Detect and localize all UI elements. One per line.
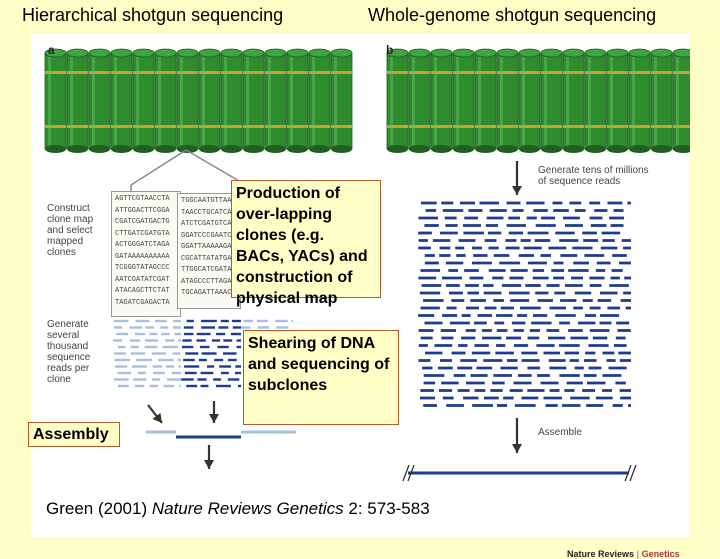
book-top (563, 49, 584, 57)
production-callout: Production of over-lapping clones (e.g. BACs, YACs) and construction of physical map (231, 180, 381, 298)
sequence-line: CGCATTATATGA (181, 254, 232, 263)
book-top (431, 49, 452, 57)
book-top (409, 49, 430, 57)
book-top (519, 49, 540, 57)
book-bottom (497, 145, 518, 153)
sequence-line: GATAAAAAAAAAA (115, 252, 170, 261)
book-top (673, 49, 690, 57)
generate-tens-of-millions-label: Generate tens of millions of sequence reads (538, 165, 649, 187)
chromosome-library-a (45, 49, 352, 153)
sequence-line: ACTGGGATCTAGA (115, 241, 170, 249)
book-top (541, 49, 562, 57)
sequence-block-1 (111, 191, 181, 317)
book-top (629, 49, 650, 57)
book-bottom (199, 145, 220, 153)
book-top (497, 49, 518, 57)
book-bottom (177, 145, 198, 153)
book-bottom (519, 145, 540, 153)
book-bottom (287, 145, 308, 153)
book-bottom (607, 145, 628, 153)
book-bottom (453, 145, 474, 153)
book-top (475, 49, 496, 57)
book-top (585, 49, 606, 57)
book-bottom (89, 145, 110, 153)
book-highlight (202, 57, 205, 145)
arrow-head (512, 186, 522, 195)
book-bottom (331, 145, 352, 153)
book-bottom (409, 145, 430, 153)
assemble-label: Assemble (538, 427, 582, 438)
shearing-callout: Shearing of DNA and sequencing of subclones (243, 330, 399, 425)
book-bottom (111, 145, 132, 153)
sequence-line: AATCGATATCGAT (115, 275, 170, 284)
journal-tag: Nature Reviews | Genetics (567, 549, 680, 559)
sequence-line: CGATCGATGACTG (115, 218, 170, 226)
arrow-head (512, 444, 522, 453)
bracket-lines (131, 150, 246, 191)
book-highlight (412, 57, 415, 145)
citation: Green (2001) Nature Reviews Genetics 2: 573-583 (46, 499, 430, 518)
book-highlight (610, 57, 613, 145)
sequence-line: GGATCCCGAATC (181, 231, 232, 240)
book-highlight (290, 57, 293, 145)
book-bottom (155, 145, 176, 153)
book-highlight (654, 57, 657, 145)
book-top (607, 49, 628, 57)
book-highlight (334, 57, 337, 145)
construct-clone-map-label: Construct clone map and select mapped clones (47, 203, 94, 258)
panel-letter-a: a (48, 43, 55, 57)
book-bottom (475, 145, 496, 153)
book-bottom (387, 145, 408, 153)
book-bottom (45, 145, 66, 153)
left-heading: Hierarchical shotgun sequencing (22, 5, 284, 25)
book-bottom (67, 145, 88, 153)
book-top (243, 49, 264, 57)
right-sequence-reads (418, 203, 631, 406)
book-bottom (431, 145, 452, 153)
book-highlight (478, 57, 481, 145)
book-highlight (268, 57, 271, 145)
sequence-line: ATAGCCCTTAGA (181, 277, 232, 286)
sequence-line: CTTGATCGATGTA (115, 229, 170, 238)
book-bottom (133, 145, 154, 153)
book-highlight (588, 57, 591, 145)
book-bottom (221, 145, 242, 153)
book-top (155, 49, 176, 57)
sequence-line: TGCAGATTAAAC (181, 289, 232, 297)
book-bottom (563, 145, 584, 153)
sequence-line: TAGATCGAGACTA (115, 298, 170, 307)
book-highlight (48, 57, 51, 145)
book-highlight (676, 57, 679, 145)
sequence-line: AGTTCGTAACCTA (115, 195, 170, 203)
book-top (177, 49, 198, 57)
arrow-head (209, 414, 219, 423)
panel-letter-b: b (386, 43, 394, 57)
book-top (89, 49, 110, 57)
book-highlight (70, 57, 73, 145)
book-highlight (456, 57, 459, 145)
book-spine (673, 53, 690, 149)
book-top (67, 49, 88, 57)
sequence-line: ATACAGCTTCTAT (115, 287, 170, 295)
book-bottom (541, 145, 562, 153)
book-bottom (585, 145, 606, 153)
sequence-line: TCGGGTATAGCCC (115, 264, 170, 272)
arrow-head (204, 460, 214, 469)
book-highlight (312, 57, 315, 145)
book-bottom (651, 145, 672, 153)
book-band (673, 71, 690, 74)
book-highlight (500, 57, 503, 145)
book-top (453, 49, 474, 57)
book-highlight (390, 57, 393, 145)
sequence-line: ATCTCGATGTCA (181, 220, 232, 228)
book-highlight (136, 57, 139, 145)
book-top (287, 49, 308, 57)
sequence-line: TGGCAATGTTAA (181, 197, 232, 205)
generate-reads-per-clone-label: Generate several thousand sequence reads per clone (47, 319, 91, 385)
book-bottom (629, 145, 650, 153)
book-top (331, 49, 352, 57)
book-band (673, 125, 690, 128)
book-highlight (566, 57, 569, 145)
book-top (199, 49, 220, 57)
book-top (309, 49, 330, 57)
book-highlight (224, 57, 227, 145)
book-bottom (265, 145, 286, 153)
sequence-line: TAACCTGCATCA (181, 208, 232, 217)
book-top (265, 49, 286, 57)
book-bottom (309, 145, 330, 153)
book-highlight (522, 57, 525, 145)
book-highlight (434, 57, 437, 145)
sequence-line: GGATTAAAAAGA (181, 243, 232, 251)
sequence-line: TTGGCATCGATA (181, 266, 232, 274)
book-top (133, 49, 154, 57)
book-highlight (246, 57, 249, 145)
book-highlight (180, 57, 183, 145)
book-top (111, 49, 132, 57)
book-highlight (114, 57, 117, 145)
sequence-line: ATTGGACTTCGGA (115, 206, 170, 215)
book-bottom (243, 145, 264, 153)
assembly-callout: Assembly (28, 422, 120, 447)
book-highlight (544, 57, 547, 145)
book-highlight (632, 57, 635, 145)
book-highlight (158, 57, 161, 145)
book-highlight (92, 57, 95, 145)
book-top (651, 49, 672, 57)
right-heading: Whole-genome shotgun sequencing (368, 5, 657, 25)
chromosome-library-b (387, 49, 690, 153)
book-top (221, 49, 242, 57)
